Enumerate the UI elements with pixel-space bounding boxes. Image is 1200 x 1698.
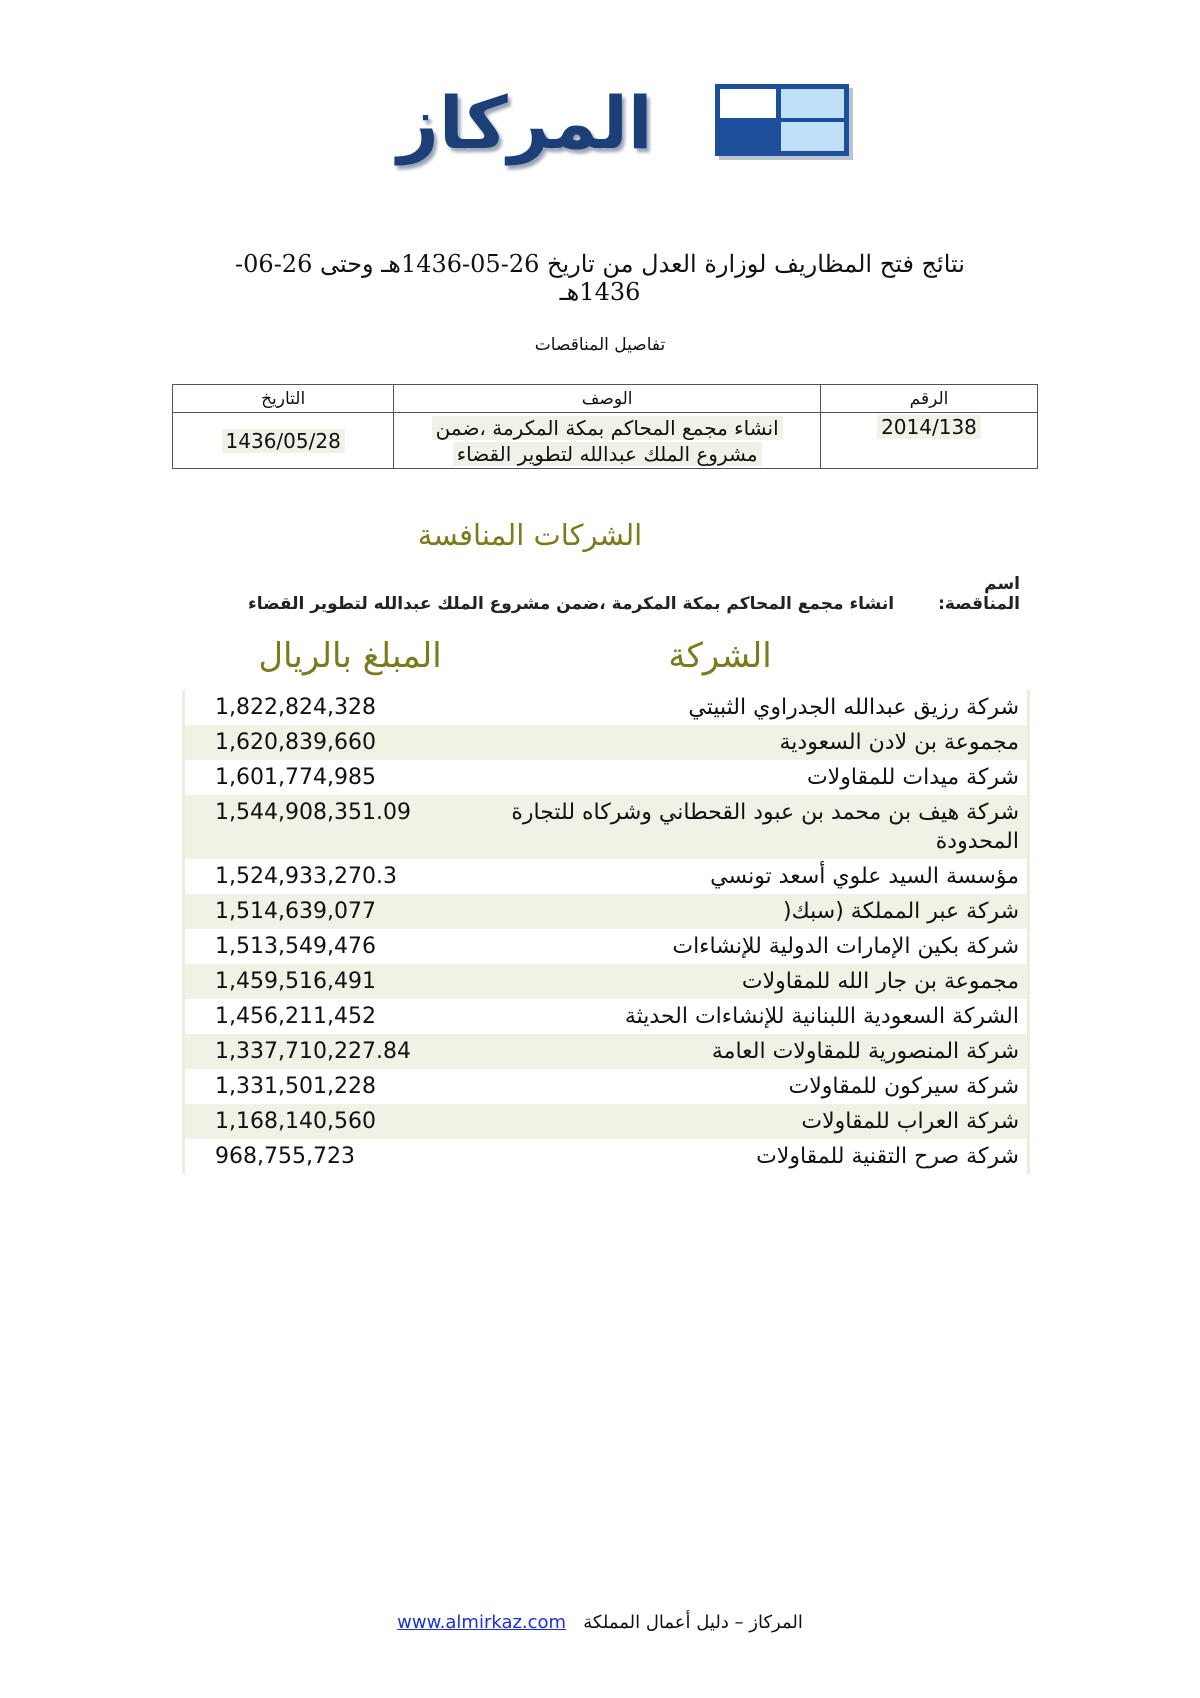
tender-table-header (173, 385, 1038, 413)
logo-wordmark: المركاز (397, 81, 653, 165)
company-amount: 1,513,549,476 (215, 934, 376, 959)
company-name: شركة هيف بن محمد بن عبود القحطاني وشركاه للتجارة المحدودة (511, 800, 1019, 854)
tender-description (394, 413, 821, 469)
company-name: الشركة السعودية اللبنانية للإنشاءات الحديثة (624, 1004, 1019, 1029)
competitors-heading: الشركات المنافسة (417, 518, 643, 552)
tender-details-label: تفاصيل المناقصات (534, 335, 666, 355)
column-header-company: الشركة (668, 636, 772, 676)
footer-link[interactable]: www.almirkaz.com (397, 1612, 567, 1633)
list-item (185, 690, 1027, 725)
company-amount: 1,337,710,227.84 (215, 1039, 411, 1064)
company-name: شركة عبر المملكة (سبك( (783, 899, 1019, 924)
company-amount: 1,544,908,351.09 (215, 800, 411, 825)
column-header-amount: المبلغ بالريال (258, 636, 442, 676)
list-item (185, 795, 1027, 859)
company-name: شركة بكين الإمارات الدولية للإنشاءات (672, 934, 1019, 959)
company-name: مجموعة بن لادن السعودية (779, 730, 1019, 755)
tender-description-line1: انشاء مجمع المحاكم بمكة المكرمة ،ضمن (432, 416, 783, 440)
company-amount: 1,620,839,660 (215, 730, 376, 755)
page-title: نتائج فتح المظاريف لوزارة العدل من تاريخ 26-05-1436هـ وحتى 26-06-1436هـ (235, 250, 965, 306)
company-amount: 1,514,639,077 (215, 899, 376, 924)
company-amount: 1,601,774,985 (215, 765, 376, 790)
list-item (185, 894, 1027, 929)
tender-number (820, 413, 1037, 469)
tender-number-value: 2014/138 (877, 415, 981, 439)
header-description: الوصف (394, 385, 821, 413)
company-name: شركة صرح التقنية للمقاولات (756, 1144, 1019, 1169)
company-amount: 1,459,516,491 (215, 969, 376, 994)
company-amount: 1,822,824,328 (215, 695, 376, 720)
list-item (185, 999, 1027, 1034)
tender-table (172, 384, 1038, 469)
list-item (185, 859, 1027, 894)
tender-name-value: انشاء مجمع المحاكم بمكة المكرمة ،ضمن مشروع الملك عبدالله لتطوير القضاء (248, 594, 895, 614)
company-name: شركة المنصورية للمقاولات العامة (711, 1039, 1019, 1064)
company-name: شركة العراب للمقاولات (801, 1109, 1019, 1134)
list-item (185, 929, 1027, 964)
header-number: الرقم (820, 385, 1037, 413)
list-item (185, 760, 1027, 795)
footer-text: المركاز – دليل أعمال المملكة (583, 1612, 803, 1633)
header-date: التاريخ (173, 385, 394, 413)
companies-list (182, 690, 1030, 1174)
company-amount: 1,456,211,452 (215, 1004, 376, 1029)
list-item (185, 1104, 1027, 1139)
tender-description-line2: مشروع الملك عبدالله لتطوير القضاء (453, 442, 762, 466)
tender-date-value: 1436/05/28 (222, 429, 345, 453)
list-item (185, 1069, 1027, 1104)
company-amount: 1,168,140,560 (215, 1109, 376, 1134)
logo-grid-icon (715, 84, 853, 160)
company-name: شركة ميدات للمقاولات (806, 765, 1019, 790)
tender-table-row (173, 413, 1038, 469)
list-item (185, 1034, 1027, 1069)
company-amount: 1,524,933,270.3 (215, 864, 397, 889)
company-name: شركة سيركون للمقاولات (788, 1074, 1019, 1099)
company-amount: 1,331,501,228 (215, 1074, 376, 1099)
tender-name-row (190, 574, 1020, 614)
company-amount: 968,755,723 (215, 1144, 355, 1169)
list-item (185, 725, 1027, 760)
company-name: مؤسسة السيد علوي أسعد تونسي (710, 864, 1019, 889)
list-item (185, 1139, 1027, 1174)
logo (360, 78, 860, 168)
company-name: شركة رزيق عبدالله الجدراوي الثبيتي (688, 695, 1019, 720)
footer (300, 1612, 900, 1633)
tender-date (173, 413, 394, 469)
company-name: مجموعة بن جار الله للمقاولات (741, 969, 1019, 994)
tender-name-label: اسم المناقصة: (938, 574, 1020, 614)
list-item (185, 964, 1027, 999)
